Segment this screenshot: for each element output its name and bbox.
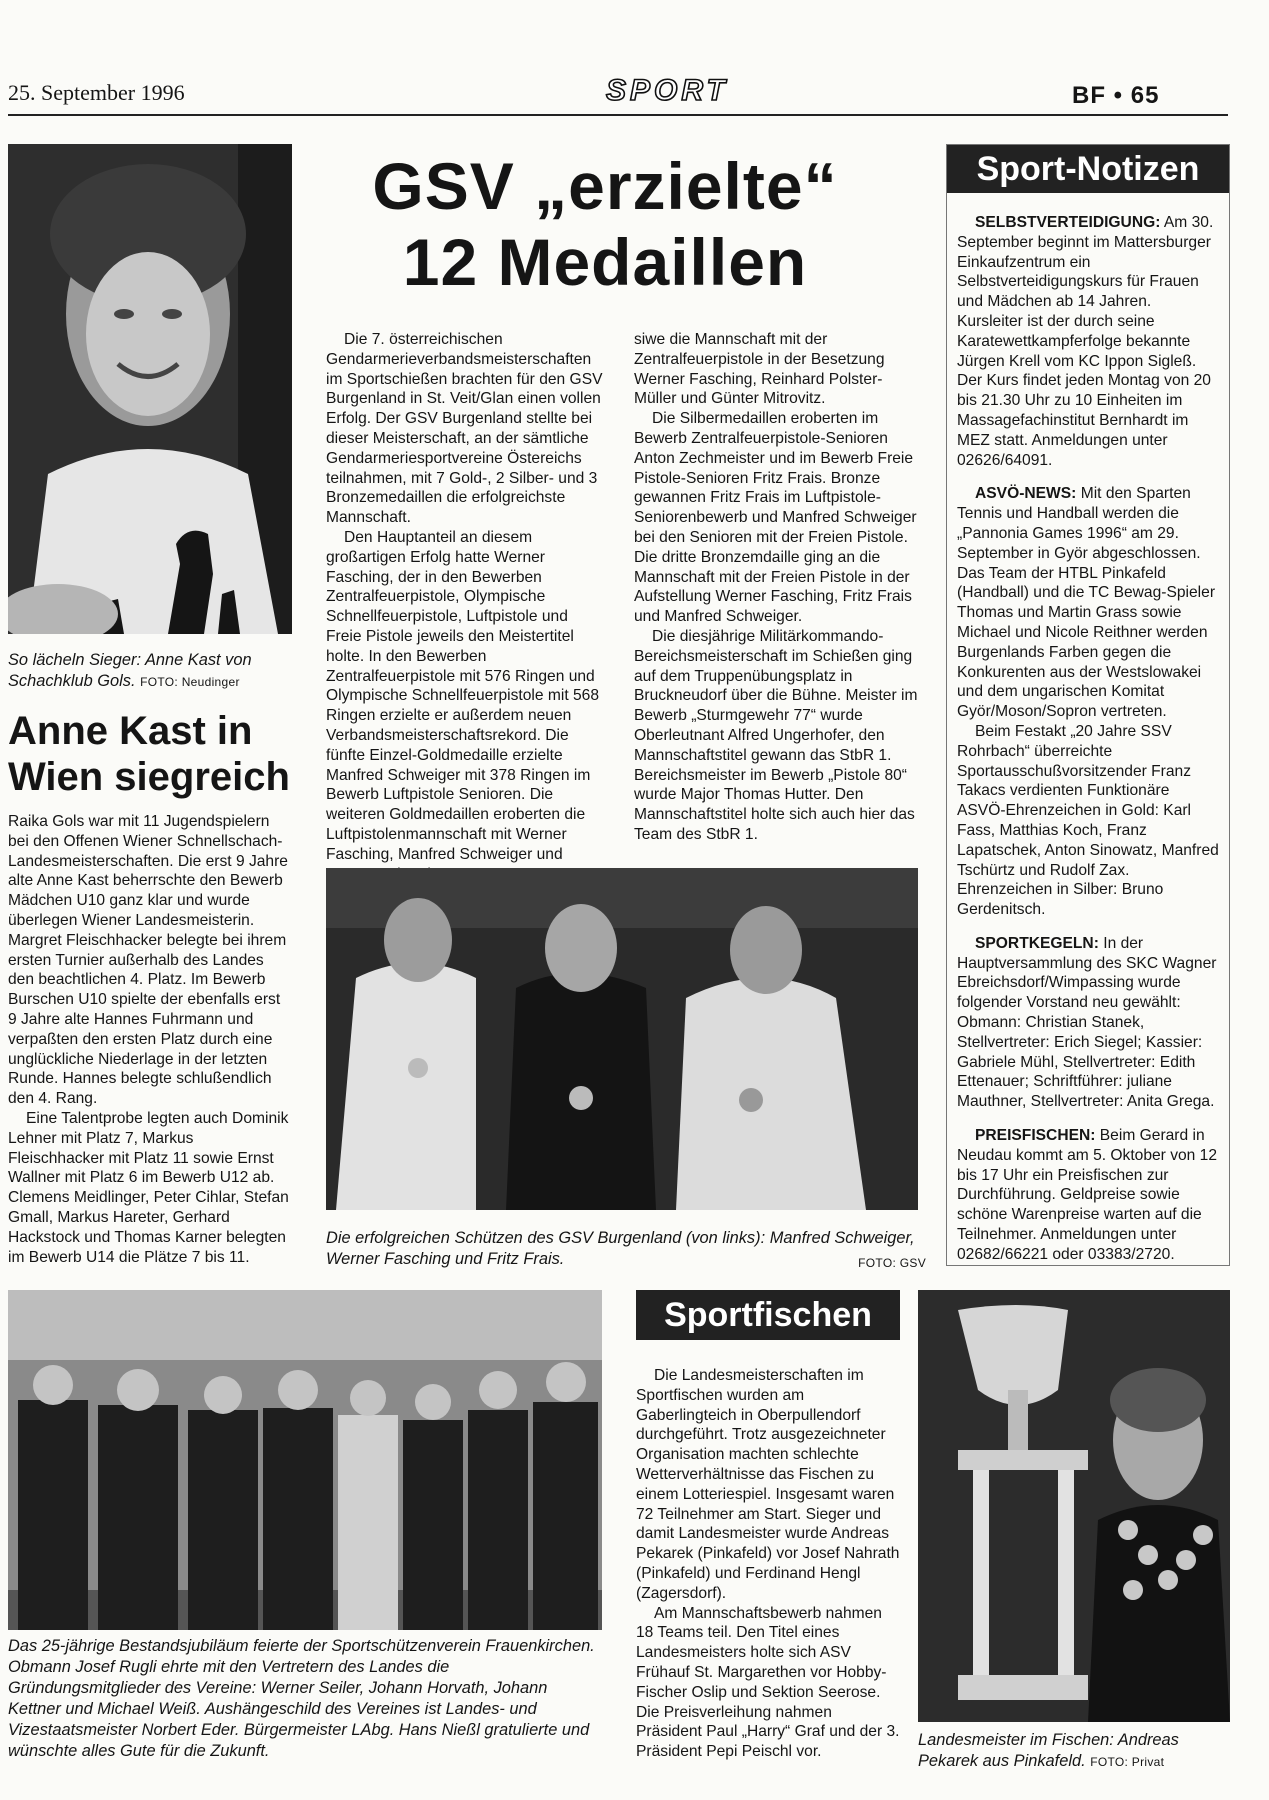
note-item [957,484,1219,920]
gsv-paragraph: Die Silbermedaillen eroberten im Bewerb Zentralfeuerpistole-Senioren Anton Zechmeister und im Bewerb Freie Pistole-Senioren Fritz Frais. Bronze gewannen Fritz Frais im Luftpistole-Seniorenbewerb und Manfred Schweiger bei den Senioren mit der Freien Pistole. Die dritte Bronzemdaille ging an die Mannschaft mit der Freien Pistole in der Aufstellung Werner Fasching, Fritz Frais und Manfred Schweiger. [634,410,917,626]
sport-notizen-box [946,144,1230,1266]
note-lead: PREISFISCHEN: [975,1127,1096,1145]
chess-caption-text: So lächeln Sieger: Anne Kast von Schachklub Gols. [8,651,252,690]
anne-kast-headline-line1: Anne Kast in [8,709,253,753]
chess-girl-photo [8,144,292,634]
gsv-paragraph: Die diesjährige Militärkommando-Bereichsmeisterschaft im Schießen ging auf dem Truppenübungsplatz in Bruckneudorf über die Bühne. Meister im Bewerb „Sturmgewehr 77“ wurde Oberleutnant Alfred Ungerhofer, den Mannschaftstitel gewann das StbR 1. Bereichsmeister im Bewerb „Pistole 80“ wurde Major Thomas Hutter. Den Mannschaftstitel holte sich auch hier das Team des StbR 1. [634,627,918,843]
gsv-article-col1 [326,330,604,884]
note-paragraph [957,484,1219,722]
fishing-paragraph: Die Landesmeisterschaften im Sportfischen wurden am Gaberlingteich in Oberpullendorf durchgeführt. Trotz ausgezeichneter Organisation machten schlechte Wetterverhältnisse das Fischen zu einem Lotteriespiel. Insgesamt waren 72 Teilnehmer am Start. Sieger und damit Landesmeister wurde Andreas Pekarek (Pinkafeld) vor Josef Nahrath (Pinkafeld) und Ferdinand Hengl (Zagersdorf). [636,1367,900,1602]
note-item [957,213,1219,470]
note-text: Mit den Sparten Tennis und Handball werden die „Pannonia Games 1996“ am 29. September in Györ abgeschlossen. Das Team der HTBL Pinkafeld (Handball) und die TC Bewag-Spieler Thomas und Martin Grass sowie Michael und Nicole Reithner werden Burgenlands Farben gegen die Konkurenten aus der Westslowakei und dem ungarischen Komitat Györ/Moson/Sopron vertreten. [957,485,1216,721]
gsv-paragraph: Die 7. österreichischen Gendarmerieverbandsmeisterschaften im Sportschießen brachten für den GSV Burgenland in St. Veit/Glan einen vollen Erfolg. Der GSV Burgenland stellte bei dieser Meisterschaft, an der sämtliche Gendarmeriesportvereine Östereichs teilnahmen, mit 7 Gold-, 2 Silber- und 3 Bronzemedaillen die erfolgreichste Mannschaft. [326,331,603,527]
anne-kast-paragraph: Raika Gols war mit 11 Jugendspielern bei den Offenen Wiener Schnellschach-Landesmeisterschaften. Die erst 9 Jahre alte Anne Kast beherrschte den Bewerb Mädchen U10 ganz klar und wurde überlegen Wiener Landesmeisterin. Margret Fleischhacker belegte bei ihrem ersten Turnier außerhalb des Landes den beachtlichen 4. Platz. Im Bewerb Burschen U10 spielte der ebenfalls erst 9 Jahre alte Hannes Fuhrmann und verpaßten den ersten Platz durch eine unglückliche Niederlage in der letzten Runde. Hannes belegte schlußendlich den 4. Rang. [8,813,288,1108]
paper-name: BF [1072,82,1106,109]
note-lead: ASVÖ-NEWS: [975,485,1077,503]
fishing-paragraph: Am Mannschaftsbewerb nahmen 18 Teams teil. Den Titel eines Landesmeisters holte sich ASV Frühauf St. Margarethen vor Hobby-Fischer Oslip und Sektion Seerose. Die Preisverleihung nahmen Präsident Paul „Harry“ Graf und der 3. Präsident Pepi Peischl vor. [636,1604,900,1761]
fishing-caption-text: Landesmeister im Fischen: Andreas Pekarek aus Pinkafeld. [918,1731,1179,1770]
gsv-headline [300,148,910,300]
fishing-photo-caption [918,1730,1230,1773]
note-item [957,1126,1219,1265]
anne-kast-headline-line2: Wien siegreich [8,755,290,799]
anne-kast-paragraph: Eine Talentprobe legten auch Dominik Lehner mit Platz 7, Markus Fleischhacker mit Platz 11 sowie Ernst Wallner mit Platz 6 im Bewerb U12 ab. Clemens Meidlinger, Peter Cihlar, Stefan Gmall, Markus Hareter, Gerhard Hackstock und Thomas Karner belegten im Bewerb U14 die Plätze 7 bis 11. [8,1109,289,1266]
gsv-photo-credit: FOTO: GSV [858,1256,926,1270]
anne-kast-headline [8,708,298,800]
note-paragraph [957,213,1219,470]
club-anniversary-photo [8,1290,602,1630]
gsv-headline-line1: GSV „erzielte“ [372,149,838,223]
gsv-shooters-photo [326,868,918,1210]
note-text: In der Hauptversammlung des SKC Wagner Ebreichsdorf/Wimpassing wurde folgender Vorstand neu gewählt: Obmann: Christian Stanek, Stellvertreter: Erich Siegel; Kassier: Gabriele Mühl, Stellvertreter: Edith Ettenauer; Schriftführer: juliane Mauthner, Stellvertreter: Anita Grega. [957,934,1217,1111]
issue-date: 25. September 1996 [8,80,185,105]
page-num: 65 [1130,82,1160,109]
note-lead: SPORTKEGELN: [975,934,1099,952]
gsv-paragraph: Den Hauptanteil an diesem großartigen Erfolg hatte Werner Fasching, der in den Bewerben Zentralfeuerpistole, Olympische Schnellfeuerpistole, Luftpistole und Freie Pistole jeweils den Meistertitel holte. In den Bewerben Zentralfeuerpistole mit 576 Ringen und Olympische Schnellfeuerpistole mit 568 Ringen erzielte er außerdem neuen Verbandsmeisterschaftsrekord. Die fünfte Einzel-Goldmedaille erzielte Manfred Schweiger mit 378 Ringen im Bewerb Luftpistole Senioren. Die weiteren Goldmedaillen eroberten die Luftpistolenmannschaft mit Werner Fasching, Manfred Schweiger und [326,528,600,863]
page-number: BF • 65 [1072,82,1160,109]
gsv-photo-caption [326,1228,926,1274]
sport-notizen-body [947,193,1229,1265]
club-photo-caption: Das 25-jährige Bestandsjubiläum feierte der Sportschützenverein Frauenkirchen. Obmann Josef Rugli ehrte mit den Vertretern des Landes die Gründungsmitglieder des Vereine: Werner Seiler, Johann Horvath, Johann Kettner und Michael Weiß. Aushängeschild des Vereines ist Landes- und Vizestaatsmeister Norbert Eder. Bürgermeister LAbg. Hans Nießl gratulierte und wünschte alles Gute für die Zukunft. [8,1637,595,1760]
gsv-article-col2 [634,330,918,845]
header-rule [8,114,1228,116]
sportfischen-title: Sportfischen [636,1290,900,1340]
note-paragraph [957,934,1219,1112]
note-item [957,934,1219,1112]
note-paragraph: Beim Festakt „20 Jahre SSV Rohrbach“ überreichte Sportausschußvorsitzender Franz Takacs verdienten Funktionäre ASVÖ-Ehrenzeichen in Gold: Karl Fass, Matthias Koch, Franz Lapatschek, Anton Sinowatz, Manfred Tschürtz und Rudolf Zax. Ehrenzeichen in Silber: Bruno Gerdenitsch. [957,722,1219,919]
anne-kast-article [8,812,292,1267]
note-paragraph [957,1126,1219,1265]
section-logo: SPORT [606,74,729,107]
chess-photo-caption [8,650,294,693]
note-text: Beim Gerard in Neudau kommt am 5. Oktober von 12 bis 17 Uhr ein Preisfischen zur Durchführung. Geldpreise sowie schöne Warenpreise warten auf die Teilnehmer. Anmeldungen unter 02682/66221 oder 03383/2720. [957,1127,1218,1263]
note-text: Am 30. September beginnt im Mattersburger Einkaufzentrum ein Selbstverteidigungskurs für Frauen und Mädchen ab 14 Jahren. Kursleiter ist der durch seine Karatewettkampferfolge bekannte Jürgen Krell vom KC Ippon Sigleß. Der Kurs findet jeden Montag von 20 bis 21.30 Uhr zu 10 Einheiten im Massagefachinstitut Bernhardt im MEZ statt. Anmeldungen unter 02626/64091. [957,214,1214,469]
gsv-paragraph: siwe die Mannschaft mit der Zentralfeuerpistole in der Besetzung Werner Fasching, Reinhard Polster-Müller und Günter Mitrovitz. [634,331,885,408]
fishing-photo-credit: FOTO: Privat [1090,1755,1165,1769]
chess-photo-credit: FOTO: Neudinger [140,675,240,689]
gsv-headline-line2: 12 Medaillen [402,225,808,299]
sportfischen-article [636,1366,900,1762]
fishing-champion-photo [918,1290,1230,1722]
sport-notizen-title: Sport-Notizen [947,145,1229,193]
gsv-caption-text: Die erfolgreichen Schützen des GSV Burgenland (von links): Manfred Schweiger, Werner Fasching und Fritz Frais. [326,1229,915,1268]
note-lead: SELBSTVERTEIDIGUNG: [975,214,1161,231]
